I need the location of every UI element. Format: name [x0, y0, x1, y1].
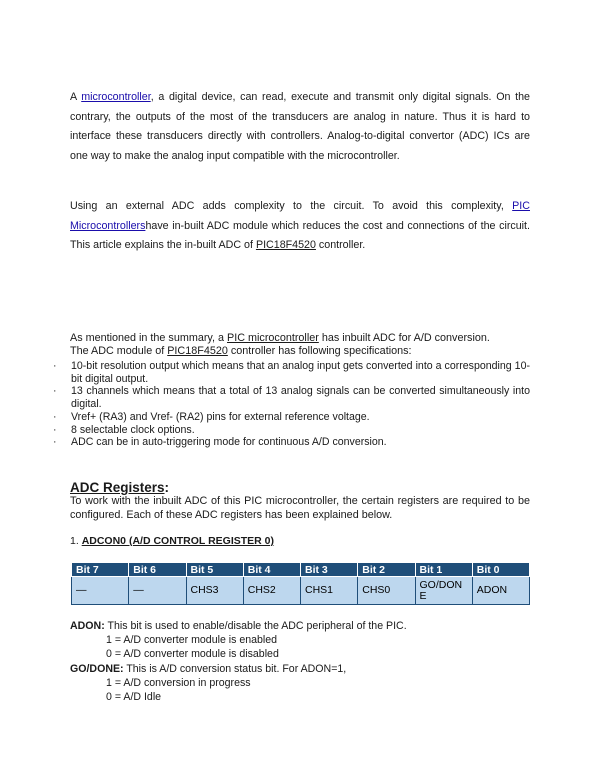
bullet-icon: ·: [53, 423, 57, 436]
microcontroller-link[interactable]: microcontroller: [81, 91, 151, 103]
table-header-row: [72, 563, 530, 577]
bit6-header: Bit 6: [129, 563, 186, 577]
bit0-header: Bit 0: [472, 563, 529, 577]
bit7-header: Bit 7: [72, 563, 129, 577]
intro-paragraph: [70, 88, 530, 166]
list-item: [53, 436, 530, 449]
adcon0-register-table: [71, 562, 530, 605]
intro-text-rest: , a digital device, can read, execute and transmit only digital signals. On the contrary, the outputs of the most of the transducers are analog in nature. Thus it is hard to interface these transducers directly with controllers. Analog-to-digital convertor (ADC) ICs are one way to make the analog input compatible with the microcontroller.: [70, 91, 530, 162]
bit3-cell: CHS1: [301, 577, 358, 605]
godone-value-1: 1 = A/D conversion in progress: [106, 676, 251, 689]
summary-line2-start: The ADC module of: [70, 344, 168, 357]
intro-text-start: A: [70, 91, 82, 103]
bullet-icon: ·: [53, 385, 57, 398]
pic-microcontroller-ref: PIC microcontroller: [227, 332, 319, 344]
bit7-cell: —: [72, 577, 129, 605]
heading-colon: :: [164, 480, 170, 495]
pic18f4520-ref: PIC18F4520: [255, 239, 316, 251]
godone-label: GO/DONE:: [70, 662, 124, 675]
external-adc-text-start: Using an external ADC adds complexity to the circuit. To avoid this complexity,: [70, 200, 513, 212]
adon-description: [70, 620, 407, 632]
bit1-header: Bit 1: [415, 563, 472, 577]
bit1-cell: GO/DONE: [415, 577, 472, 605]
bit6-cell: —: [129, 577, 186, 605]
godone-description: [70, 663, 346, 675]
adon-value-1: 1 = A/D converter module is enabled: [106, 634, 278, 647]
spec-text: ADC can be in auto-triggering mode for continuous A/D conversion.: [71, 436, 387, 449]
bullet-icon: ·: [53, 436, 57, 449]
external-adc-text-mid: have in-built ADC module which reduces the cost and connections of the circuit. This article explains the in-built ADC of: [70, 219, 530, 251]
bit4-header: Bit 4: [243, 563, 300, 577]
bullet-icon: ·: [53, 360, 57, 372]
godone-desc-text: This is A/D conversion status bit. For ADON=1,: [123, 662, 347, 675]
bit2-header: Bit 2: [358, 563, 415, 577]
bit0-cell: ADON: [472, 577, 529, 605]
adcon0-title-text: ADCON0 (A/D CONTROL REGISTER 0): [81, 535, 275, 547]
spec-text: 13 channels which means that a total of 13 analog signals can be converted simultaneously into digital.: [71, 385, 530, 411]
pic-microcontrollers-link[interactable]: PIC Microcontrollers: [70, 200, 530, 232]
adcon0-title: [70, 535, 274, 547]
list-item: [53, 385, 530, 410]
summary-line2-end: controller has following specifications:: [227, 344, 412, 357]
adc-registers-heading: [70, 480, 169, 495]
bullet-icon: ·: [53, 410, 57, 423]
spec-text: 8 selectable clock options.: [71, 423, 195, 436]
summary-paragraph: [70, 332, 530, 357]
godone-value-0: 0 = A/D Idle: [106, 691, 162, 704]
bit2-cell: CHS0: [358, 577, 415, 605]
adon-label: ADON:: [70, 620, 105, 632]
spec-text: Vref+ (RA3) and Vref- (RA2) pins for external reference voltage.: [71, 410, 370, 423]
list-item: [53, 424, 530, 437]
summary-text-mid: has inbuilt ADC for A/D conversion.: [318, 332, 490, 344]
specifications-list: [53, 360, 530, 449]
adon-desc-text: This bit is used to enable/disable the ADC peripheral of the PIC.: [104, 620, 407, 632]
list-item: [53, 411, 530, 424]
adc-registers-heading-text: ADC Registers: [70, 480, 165, 495]
pic18f4520-ref-2: PIC18F4520: [167, 344, 228, 357]
registers-description: To work with the inbuilt ADC of this PIC microcontroller, the certain registers are required to be configured. Each of these ADC registers has been explained below.: [70, 495, 530, 521]
bit3-header: Bit 3: [301, 563, 358, 577]
summary-text-start: As mentioned in the summary, a: [70, 332, 228, 344]
spec-text: 10-bit resolution output which means that an analog input gets converted into a corresponding 10-bit digital output.: [71, 360, 530, 385]
bit5-header: Bit 5: [186, 563, 243, 577]
adcon0-number: 1.: [70, 535, 82, 547]
bit5-cell: CHS3: [186, 577, 243, 605]
external-adc-text-end: controller.: [315, 239, 366, 251]
bit4-cell: CHS2: [243, 577, 300, 605]
external-adc-paragraph: [70, 197, 530, 256]
bit-descriptions: [70, 619, 530, 704]
table-row: [72, 577, 530, 605]
adon-value-0: 0 = A/D converter module is disabled: [106, 648, 279, 661]
list-item: [53, 360, 530, 385]
